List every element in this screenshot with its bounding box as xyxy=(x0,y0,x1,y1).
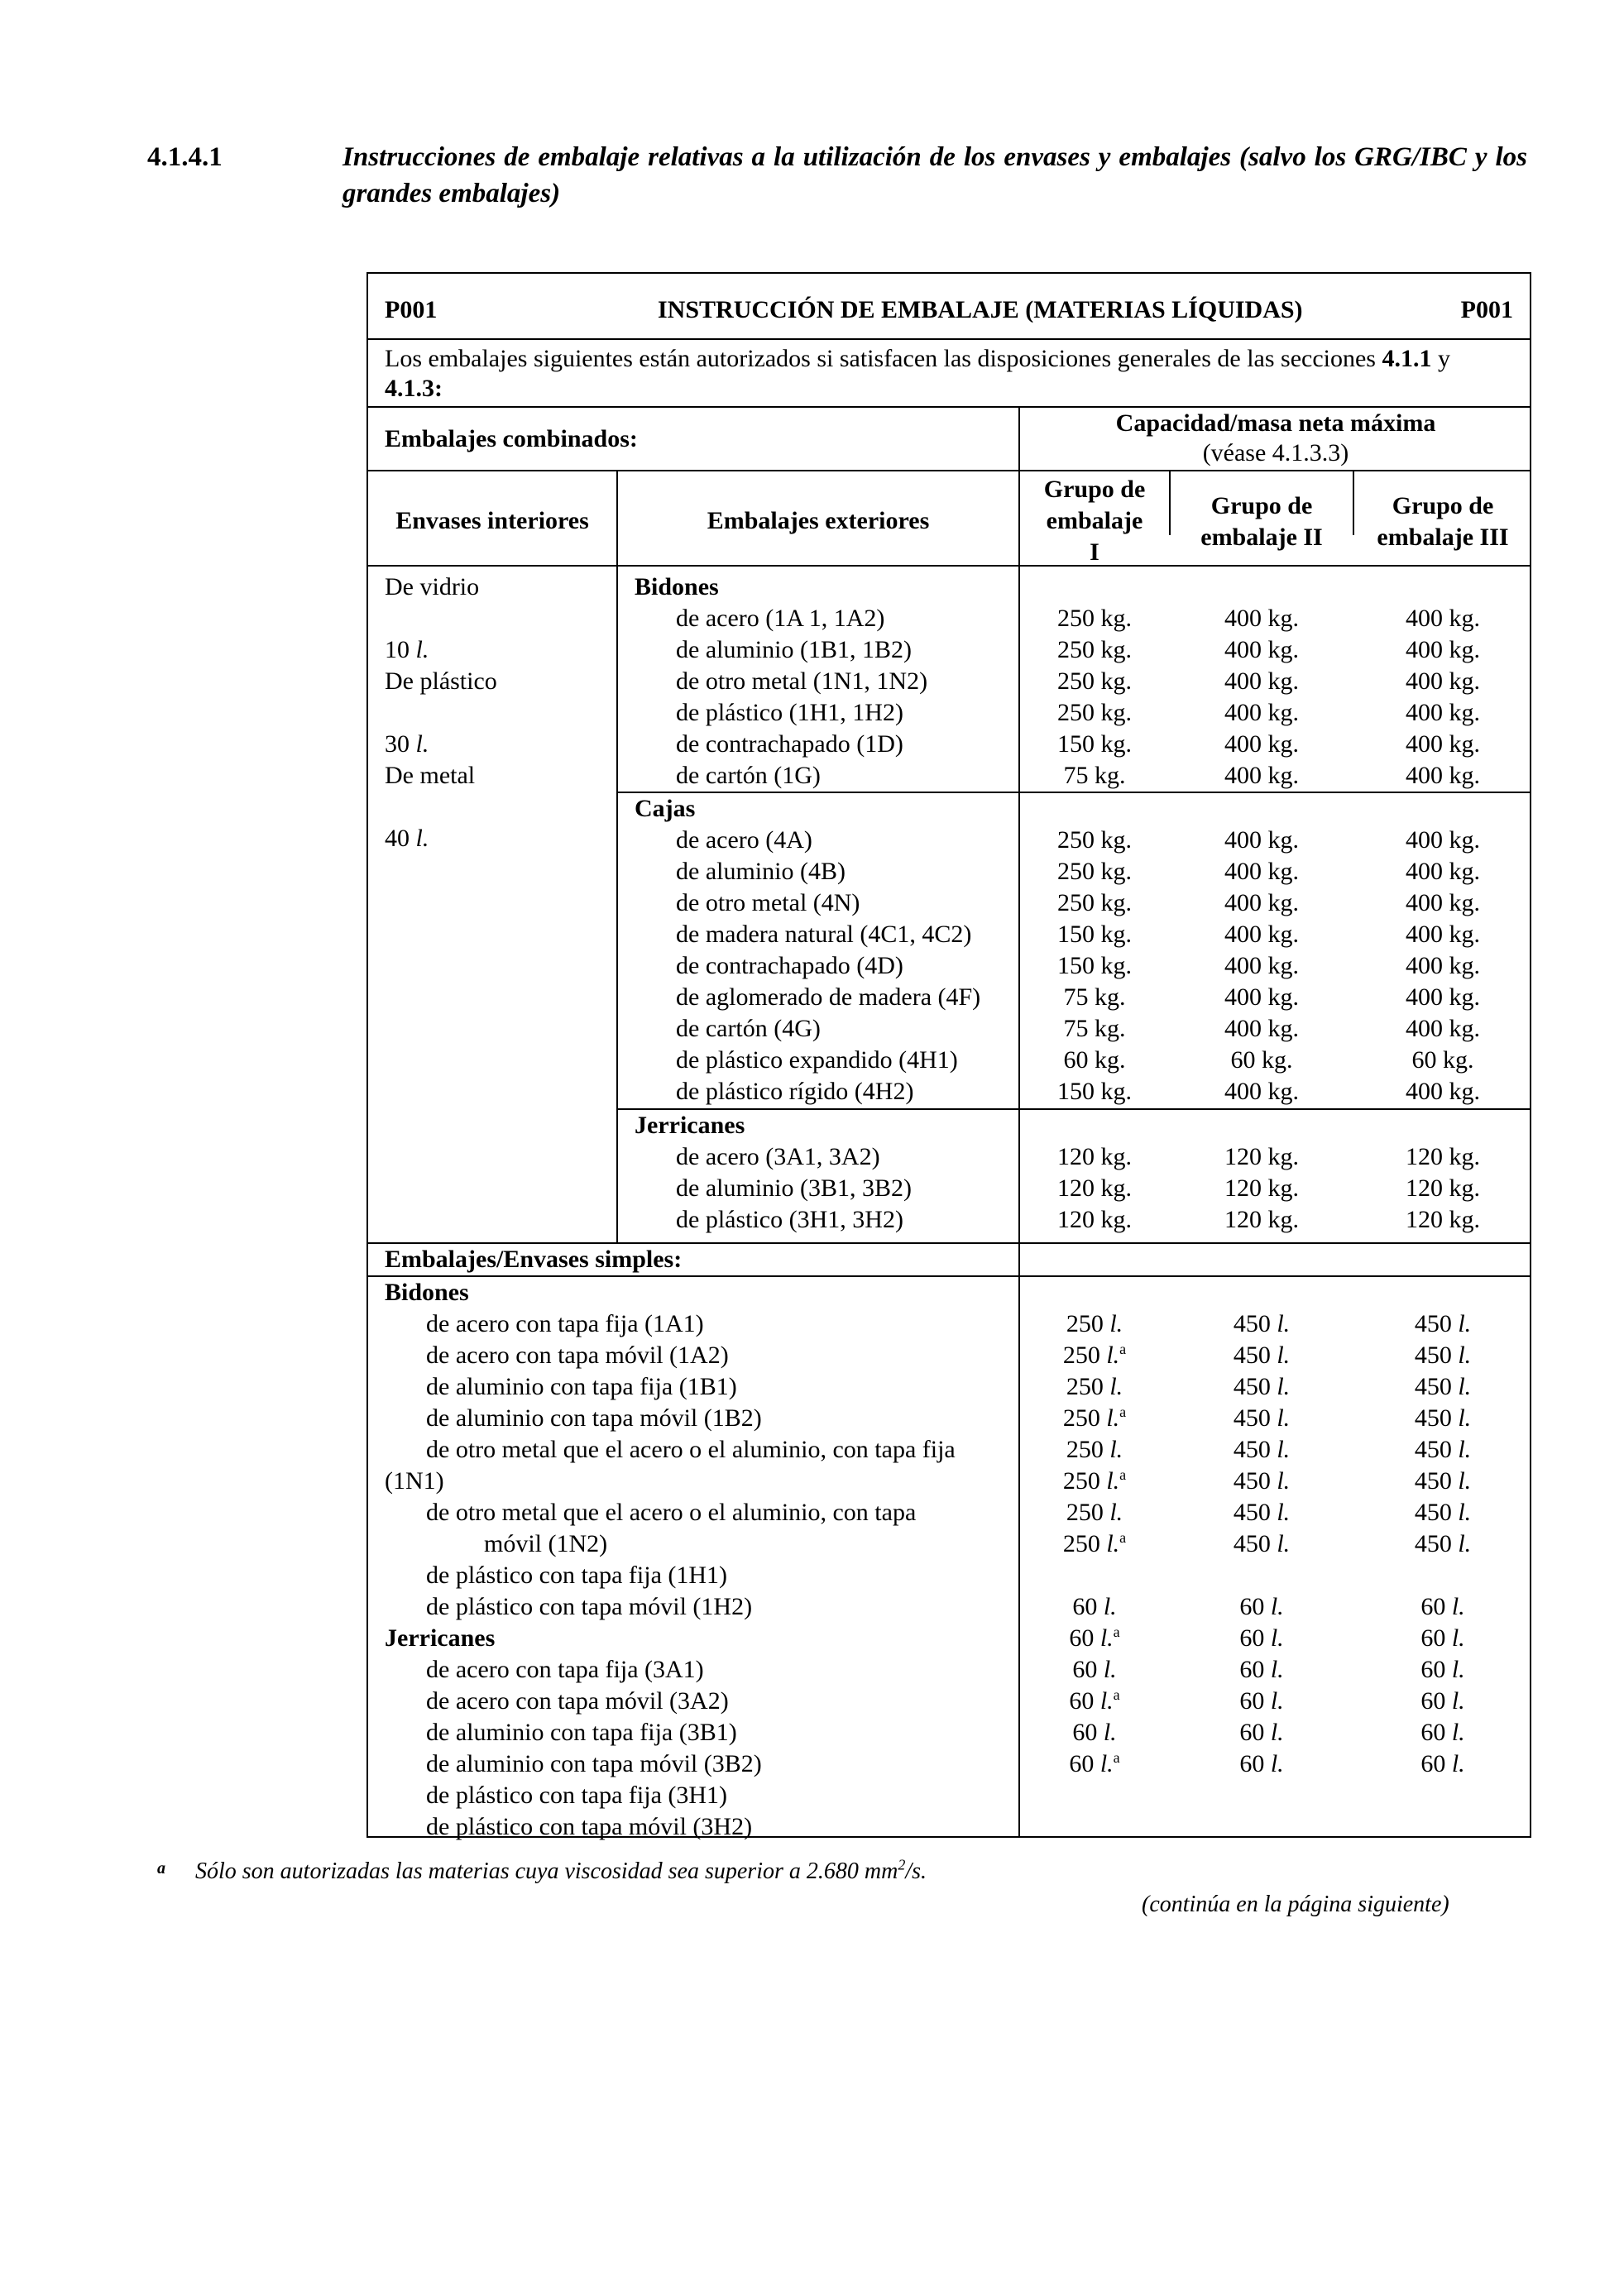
jerrican-row-pg1: 120 kg. xyxy=(1057,1206,1132,1233)
single-pg3: 60 l. xyxy=(1420,1687,1465,1715)
box-row-pg1: 75 kg. xyxy=(1063,1015,1126,1042)
single-pg1: 250 l. xyxy=(1066,1373,1123,1400)
single-pg1: 250 l. xyxy=(1066,1310,1123,1337)
single-line: de otro metal que el acero o el aluminio, con tapa xyxy=(426,1499,917,1526)
drum-row-pg3: 400 kg. xyxy=(1406,667,1480,695)
col-inner: Envases interiores xyxy=(395,507,589,534)
drum-row-pg1: 250 kg. xyxy=(1057,636,1132,663)
divider xyxy=(616,470,618,1242)
box-row-pg2: 400 kg. xyxy=(1224,983,1299,1011)
code-right: P001 xyxy=(1460,296,1513,323)
boxes-label: Cajas xyxy=(635,795,696,822)
divider xyxy=(616,792,1530,793)
box-row-pg2: 400 kg. xyxy=(1224,1078,1299,1105)
capacity-line1: Capacidad/masa neta máxima xyxy=(1115,409,1436,437)
single-pg3: 60 l. xyxy=(1420,1750,1465,1777)
jerrican-row-pg3: 120 kg. xyxy=(1406,1143,1480,1170)
drum-row-pg3: 400 kg. xyxy=(1406,636,1480,663)
single-pg1: 250 l.$^a$ xyxy=(1062,1341,1127,1369)
capacity-line2: (véase 4.1.3.3) xyxy=(1202,439,1349,466)
single-line: de plástico con tapa móvil (1H2) xyxy=(426,1593,753,1620)
single-pg2: 450 l. xyxy=(1233,1530,1291,1557)
single-pg2: 60 l. xyxy=(1239,1624,1284,1652)
drum-row-pg2: 400 kg. xyxy=(1224,605,1299,632)
jerrican-row-name: de plástico (3H1, 3H2) xyxy=(676,1206,903,1233)
box-row-pg1: 250 kg. xyxy=(1057,858,1132,885)
drum-row-pg3: 400 kg. xyxy=(1406,699,1480,726)
box-row-name: de cartón (4G) xyxy=(676,1015,821,1042)
jerrican-row-name: de aluminio (3B1, 3B2) xyxy=(676,1174,912,1202)
jerrican-row-pg2: 120 kg. xyxy=(1224,1206,1299,1233)
divider xyxy=(368,1275,1530,1277)
drum-row-pg1: 150 kg. xyxy=(1057,730,1132,758)
single-pg2: 450 l. xyxy=(1233,1436,1291,1463)
footnote-text: Sólo son autorizadas las materias cuya viscosidad sea superior a 2.680 $mm^2/s$. xyxy=(195,1856,927,1884)
single-line: de plástico con tapa fija (1H1) xyxy=(426,1562,728,1589)
box-row-pg3: 400 kg. xyxy=(1406,858,1480,885)
box-row-pg2: 60 kg. xyxy=(1230,1046,1293,1074)
single-pg2: 450 l. xyxy=(1233,1310,1291,1337)
single-pg3: 60 l. xyxy=(1420,1656,1465,1683)
box-row-pg1: 75 kg. xyxy=(1063,983,1126,1011)
single-pg1: 60 l. xyxy=(1072,1656,1117,1683)
drum-row-pg2: 400 kg. xyxy=(1224,636,1299,663)
single-pg3: 60 l. xyxy=(1420,1719,1465,1746)
box-row-pg1: 150 kg. xyxy=(1057,1078,1132,1105)
drum-row-pg2: 400 kg. xyxy=(1224,667,1299,695)
box-row-pg1: 150 kg. xyxy=(1057,952,1132,979)
jerrican-row-pg3: 120 kg. xyxy=(1406,1174,1480,1202)
intro-text: Los embalajes siguientes están autorizados si satisfacen las disposiciones generales de las secciones 4.1.1 y xyxy=(385,345,1450,372)
box-row-pg2: 400 kg. xyxy=(1224,921,1299,948)
single-pg3: 450 l. xyxy=(1414,1530,1472,1557)
jerrican-row-pg2: 120 kg. xyxy=(1224,1174,1299,1202)
box-row-pg1: 250 kg. xyxy=(1057,826,1132,854)
drum-row-pg2: 400 kg. xyxy=(1224,730,1299,758)
combined-label: Embalajes combinados: xyxy=(385,425,638,452)
single-pg3: 450 l. xyxy=(1414,1467,1472,1495)
drum-row-pg1: 75 kg. xyxy=(1063,762,1126,789)
jerrican-row-pg2: 120 kg. xyxy=(1224,1143,1299,1170)
single-line: de plástico con tapa fija (3H1) xyxy=(426,1782,728,1809)
single-jerricans-label: Jerricanes xyxy=(385,1624,496,1652)
continued-note: (continúa en la página siguiente) xyxy=(1142,1892,1449,1917)
inner-glass: De vidrio xyxy=(385,573,480,600)
box-row-pg3: 400 kg. xyxy=(1406,952,1480,979)
inner-plastic-cap: 30 l. xyxy=(385,730,429,758)
box-row-pg2: 400 kg. xyxy=(1224,858,1299,885)
divider xyxy=(616,1108,1530,1110)
drum-row-pg1: 250 kg. xyxy=(1057,605,1132,632)
single-line: de aluminio con tapa fija (3B1) xyxy=(426,1719,737,1746)
drum-row-pg2: 400 kg. xyxy=(1224,762,1299,789)
single-line: de otro metal que el acero o el aluminio, con tapa fija xyxy=(426,1436,956,1463)
single-line: de acero con tapa móvil (3A2) xyxy=(426,1687,729,1715)
section-title: Instrucciones de embalaje relativas a la utilización de los envases y embalajes (salvo los GRG/IBC y los grandes embalajes) xyxy=(343,142,1527,208)
single-pg3: 450 l. xyxy=(1414,1310,1472,1337)
single-label: Embalajes/Envases simples: xyxy=(385,1246,683,1273)
single-pg2: 60 l. xyxy=(1239,1687,1284,1715)
footnote-mark: a xyxy=(157,1859,165,1877)
single-line: de acero con tapa móvil (1A2) xyxy=(426,1342,729,1369)
drum-row-pg3: 400 kg. xyxy=(1406,762,1480,789)
single-pg3: 450 l. xyxy=(1414,1342,1472,1369)
single-pg2: 450 l. xyxy=(1233,1342,1291,1369)
single-pg3: 450 l. xyxy=(1414,1404,1472,1432)
single-line: de aluminio con tapa móvil (1B2) xyxy=(426,1404,762,1432)
jerrican-row-pg1: 120 kg. xyxy=(1057,1174,1132,1202)
divider xyxy=(368,565,1530,567)
jerrican-row-name: de acero (3A1, 3A2) xyxy=(676,1143,880,1170)
col-pg2: Grupo de embalaje II xyxy=(1200,492,1323,551)
box-row-pg1: 60 kg. xyxy=(1063,1046,1126,1074)
col-pg3: Grupo de embalaje III xyxy=(1377,492,1509,551)
drum-row-pg1: 250 kg. xyxy=(1057,667,1132,695)
intro-ref2: 4.1.3: xyxy=(385,375,443,402)
single-pg2: 60 l. xyxy=(1239,1719,1284,1746)
box-row-name: de aluminio (4B) xyxy=(676,858,846,885)
box-row-pg3: 400 kg. xyxy=(1406,983,1480,1011)
drum-row-pg3: 400 kg. xyxy=(1406,605,1480,632)
single-line: de plástico con tapa móvil (3H2) xyxy=(426,1813,753,1840)
box-row-name: de acero (4A) xyxy=(676,826,812,854)
box-row-pg1: 150 kg. xyxy=(1057,921,1132,948)
single-pg2: 450 l. xyxy=(1233,1373,1291,1400)
packing-instruction-table xyxy=(366,272,1531,1838)
box-row-pg1: 250 kg. xyxy=(1057,889,1132,916)
single-pg1: 60 l. xyxy=(1072,1719,1117,1746)
drum-row-pg1: 250 kg. xyxy=(1057,699,1132,726)
single-pg1: 60 l.$^a$ xyxy=(1069,1686,1120,1715)
drum-row-pg2: 400 kg. xyxy=(1224,699,1299,726)
box-row-name: de plástico expandido (4H1) xyxy=(676,1046,958,1074)
divider xyxy=(1353,470,1354,535)
single-pg1: 250 l.$^a$ xyxy=(1062,1404,1127,1432)
box-row-pg3: 60 kg. xyxy=(1411,1046,1474,1074)
instruction-title: INSTRUCCIÓN DE EMBALAJE (MATERIAS LÍQUIDAS) xyxy=(658,296,1303,323)
single-line: (1N1) xyxy=(385,1467,444,1495)
drum-row-pg3: 400 kg. xyxy=(1406,730,1480,758)
drum-row-name: de cartón (1G) xyxy=(676,762,821,789)
single-line: de acero con tapa fija (3A1) xyxy=(426,1656,704,1683)
single-pg2: 450 l. xyxy=(1233,1467,1291,1495)
single-pg1: 60 l.$^a$ xyxy=(1069,1749,1120,1777)
single-pg2: 60 l. xyxy=(1239,1593,1284,1620)
single-pg1: 250 l. xyxy=(1066,1499,1123,1526)
inner-plastic: De plástico xyxy=(385,667,497,695)
inner-glass-cap: 10 l. xyxy=(385,636,429,663)
divider xyxy=(368,338,1530,340)
drums-label: Bidones xyxy=(635,573,719,600)
box-row-pg2: 400 kg. xyxy=(1224,889,1299,916)
box-row-pg2: 400 kg. xyxy=(1224,826,1299,854)
box-row-pg3: 400 kg. xyxy=(1406,826,1480,854)
single-drums-label: Bidones xyxy=(385,1279,469,1306)
jerrican-row-pg3: 120 kg. xyxy=(1406,1206,1480,1233)
box-row-name: de contrachapado (4D) xyxy=(676,952,903,979)
box-row-pg2: 400 kg. xyxy=(1224,1015,1299,1042)
single-line: de aluminio con tapa móvil (3B2) xyxy=(426,1750,762,1777)
drum-row-name: de plástico (1H1, 1H2) xyxy=(676,699,903,726)
single-pg2: 60 l. xyxy=(1239,1656,1284,1683)
drum-row-name: de contrachapado (1D) xyxy=(676,730,903,758)
col-pg1: Grupo de embalaje I xyxy=(1043,476,1146,566)
single-pg1: 250 l.$^a$ xyxy=(1062,1466,1127,1495)
single-pg2: 450 l. xyxy=(1233,1499,1291,1526)
box-row-name: de madera natural (4C1, 4C2) xyxy=(676,921,972,948)
single-pg3: 60 l. xyxy=(1420,1624,1465,1652)
col-outer: Embalajes exteriores xyxy=(707,507,930,534)
divider xyxy=(1169,470,1171,535)
box-row-name: de otro metal (4N) xyxy=(676,889,860,916)
single-pg2: 60 l. xyxy=(1239,1750,1284,1777)
single-pg1: 250 l.$^a$ xyxy=(1062,1529,1127,1557)
single-pg3: 450 l. xyxy=(1414,1499,1472,1526)
box-row-pg3: 400 kg. xyxy=(1406,1015,1480,1042)
box-row-name: de aglomerado de madera (4F) xyxy=(676,983,981,1011)
single-line: de aluminio con tapa fija (1B1) xyxy=(426,1373,737,1400)
divider xyxy=(368,470,1530,471)
jerrican-row-pg1: 120 kg. xyxy=(1057,1143,1132,1170)
drum-row-name: de aluminio (1B1, 1B2) xyxy=(676,636,912,663)
single-pg2: 450 l. xyxy=(1233,1404,1291,1432)
inner-metal-cap: 40 l. xyxy=(385,825,429,852)
single-pg1: 60 l. xyxy=(1072,1593,1117,1620)
drum-row-name: de acero (1A 1, 1A2) xyxy=(676,605,885,632)
single-pg1: 250 l. xyxy=(1066,1436,1123,1463)
drum-row-name: de otro metal (1N1, 1N2) xyxy=(676,667,928,695)
box-row-pg3: 400 kg. xyxy=(1406,921,1480,948)
box-row-pg3: 400 kg. xyxy=(1406,1078,1480,1105)
inner-metal: De metal xyxy=(385,762,476,789)
jerricans-label: Jerricanes xyxy=(635,1112,745,1139)
single-line: móvil (1N2) xyxy=(484,1530,608,1557)
single-line: de acero con tapa fija (1A1) xyxy=(426,1310,704,1337)
box-row-pg2: 400 kg. xyxy=(1224,952,1299,979)
single-pg1: 60 l.$^a$ xyxy=(1069,1624,1120,1652)
single-pg3: 450 l. xyxy=(1414,1436,1472,1463)
section-number: 4.1.4.1 xyxy=(147,142,223,172)
code-left: P001 xyxy=(385,296,438,323)
box-row-pg3: 400 kg. xyxy=(1406,889,1480,916)
box-row-name: de plástico rígido (4H2) xyxy=(676,1078,914,1105)
single-pg3: 450 l. xyxy=(1414,1373,1472,1400)
single-pg3: 60 l. xyxy=(1420,1593,1465,1620)
